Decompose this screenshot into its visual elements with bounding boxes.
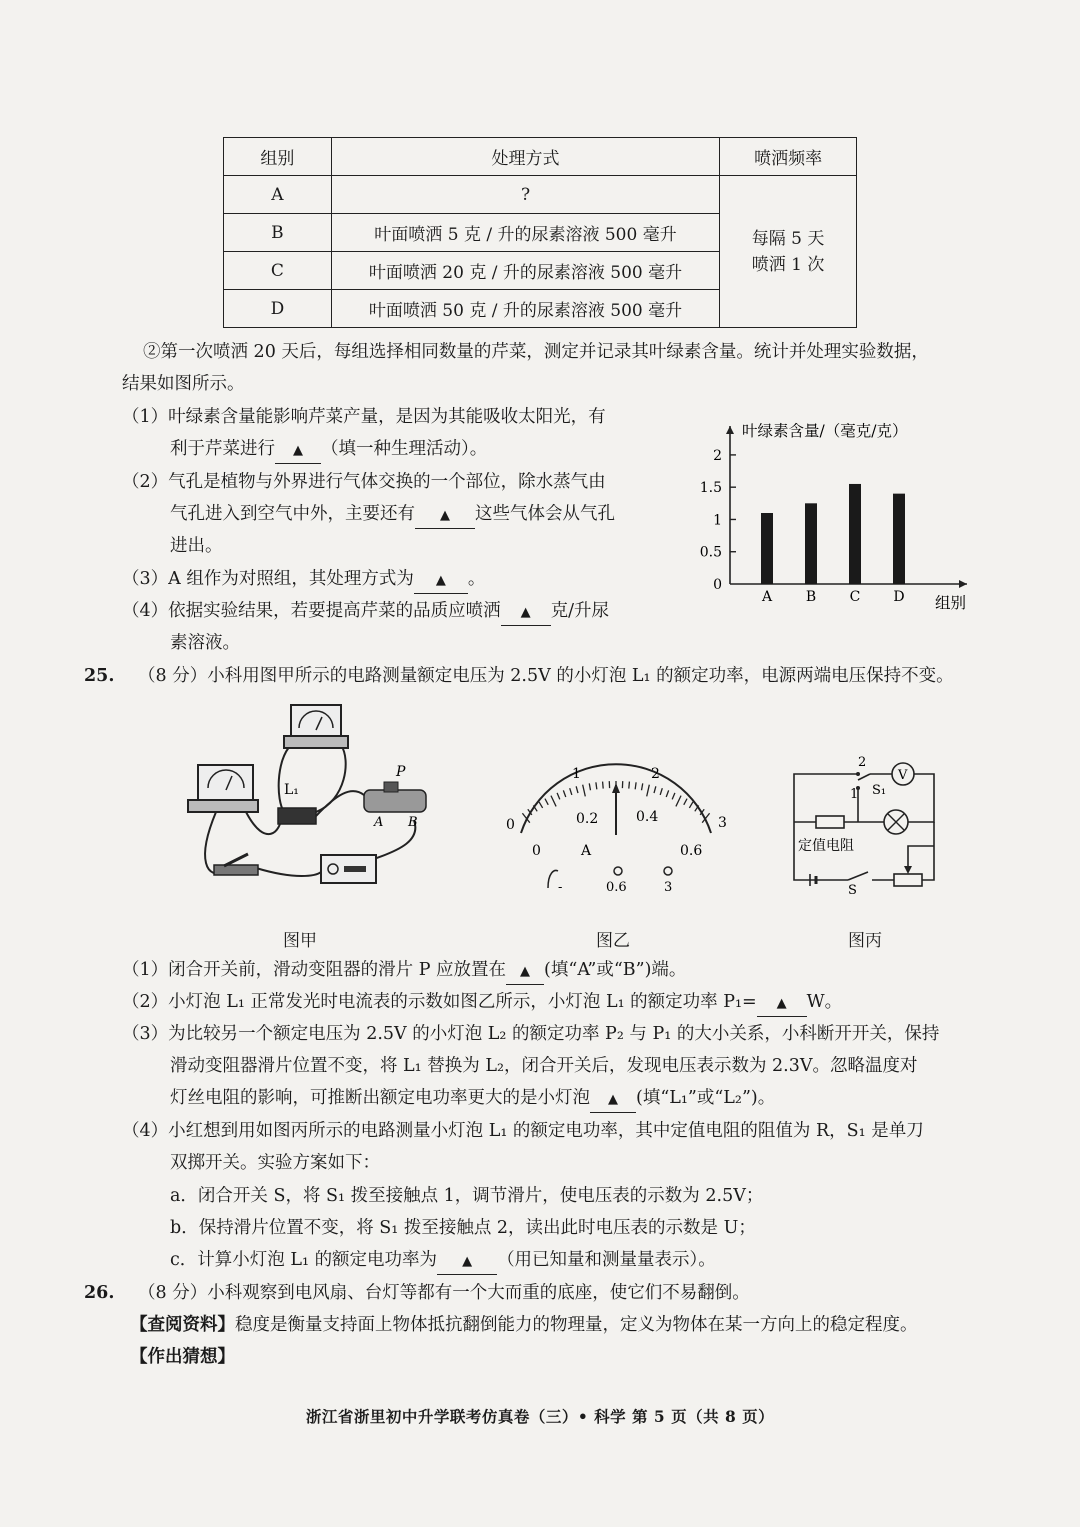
table-row [224,176,857,214]
q25-part3-text: 灯丝电阻的影响，可推断出额定电功率更大的是小灯泡 [170,1088,590,1108]
q24-part3-text: （3）A 组作为对照组，其处理方式为 [122,569,414,589]
terminal-minus [548,871,558,888]
dial-tick [666,790,668,797]
cell-method: 叶面喷洒 5 克 / 升的尿素溶液 500 毫升 [331,214,719,252]
q24-part2-line3: 进出。 [170,536,223,556]
q24-part2-line2 [170,502,615,529]
dial-tick [583,785,586,797]
terminal-3-label: 3 [664,880,673,895]
cell-group: B [224,214,332,252]
figure-yi-caption: 图乙 [596,931,630,951]
dial-tick [642,783,643,790]
x-tick-label: B [805,589,817,605]
dial-tick [676,796,681,807]
terminal-3 [664,867,672,875]
q26-guess-line [130,1345,235,1369]
q25-part3-hint: (填“L₁”或“L₂”)。 [636,1088,776,1108]
triangle-icon: ▲ [293,443,303,458]
q25-step-b: b．保持滑片位置不变，将 S₁ 拨至接触点 2，读出此时电压表的示数是 U； [170,1218,756,1238]
chart-title: 叶绿素含量/（毫克/克） [742,422,908,440]
figure-jia-apparatus [186,700,416,890]
frequency-line1: 每隔 5 天 [751,228,825,249]
experiment-table [223,137,857,328]
terminal-0.6 [614,867,622,875]
figure-bing-caption: 图丙 [848,931,882,951]
cell-method: 叶面喷洒 50 克 / 升的尿素溶液 500 毫升 [331,290,719,328]
q25-part4-line2: 双掷开关。实验方案如下： [170,1153,380,1173]
q24-part1-text: 利于芹菜进行 [170,439,275,459]
q24-step2-line1: ②第一次喷洒 20 天后，每组选择相同数量的芹菜，测定并记录其叶绿素含量。统计并处理实验数据， [143,342,929,362]
header-group: 组别 [224,138,332,176]
bar-D [893,494,905,584]
x-tick-label: D [893,589,905,605]
unit-label: A [581,843,592,859]
voltmeter-label: V [898,768,908,783]
q25-part2-text: （2）小灯泡 L₁ 正常发光时电流表的示数如图乙所示，小灯泡 L₁ 的额定功率 P₁= [122,992,757,1012]
cell-group: C [224,252,332,290]
header-method: 处理方式 [331,138,719,176]
wire [922,822,934,880]
needle-tip-icon [612,783,620,793]
rheostat-symbol [894,874,922,886]
figure-yi-ammeter [496,763,736,893]
page-footer: 浙江省浙里初中升学联考仿真卷（三）• 科学 第 5 页（共 8 页） [305,1407,775,1426]
wire [794,774,858,880]
switch-s-symbol [848,872,868,880]
y-tick-label: 1.5 [699,480,722,497]
lamp-label: L₁ [284,782,299,798]
answer-blank[interactable] [437,1248,497,1275]
dial-tick [684,799,687,805]
cell-group: D [224,290,332,328]
triangle-icon: ▲ [776,996,787,1011]
dial-tick [539,802,543,808]
y-tick-label: 0 [713,577,722,593]
wire [316,745,346,812]
triangle-icon: ▲ [435,573,446,588]
dial-tick [629,782,630,789]
lower-scale-0.6: 0.6 [680,843,703,859]
q24-part4-text2: 克/升尿 [550,601,610,621]
q24-part1-line1: （1）叶绿素含量能影响芹菜产量，是因为其能吸收太阳光，有 [122,407,606,427]
q25-part4-line1: （4）小红想到用如图丙所示的电路测量小灯泡 L₁ 的额定电功率，其中定值电阻的阻值为 R，S₁ 是单刀 [122,1121,924,1141]
q25-part2-line [122,990,842,1017]
contact-2 [856,772,860,776]
dial-tick [603,782,604,789]
dial-tick [635,782,636,789]
q24-part4-line1 [122,599,609,626]
q25-step-a: a．闭合开关 S，将 S₁ 拨至接触点 1，调节滑片，使电压表的示数为 2.5V； [170,1186,764,1206]
q25-intro: （8 分）小科用图甲所示的电路测量额定电压为 2.5V 的小灯泡 L₁ 的额定功率，电源两端电压保持不变。 [138,666,954,686]
wire [256,868,321,876]
cell-method: ? [331,176,719,214]
q24-part1-hint: （填一种生理活动）。 [321,439,488,459]
terminal-a-label: A [374,815,384,830]
chart-xlabel: 组别 [935,594,967,612]
power-supply-device [321,855,376,883]
lower-scale-0: 0 [532,843,541,859]
lamp-l1 [278,782,316,824]
header-frequency: 喷洒频率 [720,138,857,176]
cell-method: 叶面喷洒 20 克 / 升的尿素溶液 500 毫升 [331,252,719,290]
answer-blank[interactable] [590,1086,636,1113]
terminal-minus-label: - [558,880,563,895]
q25-part1-text: （1）闭合开关前，滑动变阻器的滑片 P 应放置在 [122,960,507,980]
resistor-label: 定值电阻 [798,838,854,854]
dial-tick [557,793,560,799]
dial-tick [545,799,548,805]
wire [316,791,364,816]
rheostat-device [364,764,426,830]
figure-bing-circuit [788,755,948,898]
q25-step-c [170,1248,716,1275]
section-label: 【作出猜想】 [130,1347,235,1367]
dial-tick [551,796,556,807]
q24-part1-line2 [170,437,487,464]
dial-tick [660,788,662,795]
q25-step-c-hint: （用已知量和测量量表示）。 [497,1250,716,1270]
q24-part4-line2: 素溶液。 [170,633,240,653]
upper-scale-1: 1 [572,766,581,782]
q26-reference-text: 稳度是衡量支持面上物体抵抗翻倒能力的物理量，定义为物体在某一方向上的稳定程度。 [235,1315,918,1335]
dial-tick [654,786,656,793]
wire [908,846,934,854]
cell-group: A [224,176,332,214]
bar-C [849,484,861,584]
q24-part3-end: 。 [467,569,486,589]
dial-tick [570,788,572,795]
triangle-icon: ▲ [608,1092,618,1107]
upper-scale-3: 3 [718,815,727,831]
triangle-icon: ▲ [520,605,531,620]
ammeter-device [188,765,258,812]
resistor-symbol [816,816,844,828]
chlorophyll-bar-chart [695,408,985,618]
q24-part3-line [122,567,485,594]
table-header-row [224,138,857,176]
s1-label: S₁ [872,783,887,798]
y-tick-label: 0.5 [699,544,722,561]
x-axis-arrow-icon [959,580,967,588]
answer-blank[interactable] [501,599,551,626]
section-label: 【查阅资料】 [130,1315,235,1335]
upper-scale-0: 0 [506,817,515,833]
q26-intro: （8 分）小科观察到电风扇、台灯等都有一个大而重的底座，使它们不易翻倒。 [138,1283,750,1303]
upper-scale-2: 2 [651,766,660,782]
voltmeter-device [284,705,348,748]
y-axis-arrow-icon [726,426,734,434]
answer-blank[interactable] [757,990,807,1017]
dial-tick [647,785,650,797]
frequency-line2: 喷洒 1 次 [751,254,825,275]
terminal-b-label: B [408,815,418,830]
q25-part3-line2: 滑动变阻器滑片位置不变，将 L₁ 替换为 L₂，闭合开关后，发现电压表示数为 2.3V。忽略温度对 [170,1056,918,1076]
y-tick-label: 2 [713,447,722,464]
q24-part2-text: 气孔进入到空气中外，主要还有 [170,504,415,524]
answer-blank[interactable] [275,437,321,464]
y-tick-label: 1 [713,512,722,529]
q24-part2-line1: （2）气孔是植物与外界进行气体交换的一个部位，除水蒸气由 [122,472,606,492]
wire [279,745,291,812]
q25-part1-line [122,958,686,985]
chart-bars [761,484,905,605]
answer-blank[interactable] [506,958,544,985]
q25-step-c-text: c．计算小灯泡 L₁ 的额定电功率为 [170,1250,438,1270]
q25-intro-line [84,664,954,688]
question-number: 25. [84,666,115,686]
s1-blade [858,774,870,780]
cell-frequency [720,176,857,328]
q24-part2-text2: 这些气体会从气孔 [475,504,615,524]
dial-tick [589,783,590,790]
q25-part2-unit: W。 [806,992,843,1012]
wire [246,812,281,834]
x-tick-label: A [761,589,773,605]
dial-tick [563,790,565,797]
slider-p-label: P [396,764,406,780]
triangle-icon: ▲ [462,1254,473,1269]
contact-2-label: 2 [858,755,867,770]
q25-part3-line3 [170,1086,775,1113]
dial-tick [576,786,578,793]
x-tick-label: C [849,589,861,605]
lower-scale-0.4: 0.4 [636,809,659,825]
dial-tick [672,793,675,799]
q26-reference-line [130,1313,918,1337]
q24-step2-line2: 结果如图所示。 [122,374,245,394]
slider-arrow-icon [904,866,912,874]
q26-intro-line [84,1281,750,1305]
terminal-0.6-label: 0.6 [606,880,627,895]
q25-part1-hint: (填“A”或“B”)端。 [544,960,687,980]
switch-device [214,854,258,875]
answer-blank[interactable] [414,567,468,594]
bar-A [761,513,773,584]
triangle-icon: ▲ [520,964,531,979]
chart-axes [700,426,967,593]
switch-s-label: S [848,883,857,898]
question-number: 26. [84,1283,115,1303]
q24-part4-text: （4）依据实验结果，若要提高芹菜的品质应喷洒 [122,601,501,621]
figure-jia-caption: 图甲 [283,931,317,951]
lower-scale-0.2: 0.2 [576,811,599,827]
dial-tick [596,782,597,789]
triangle-icon: ▲ [440,508,450,523]
q25-part3-line1: （3）为比较另一个额定电压为 2.5V 的小灯泡 L₂ 的额定功率 P₂ 与 P₁ 的大小关系，小科断开开关，保持 [122,1024,940,1044]
contact-1-label: 1 [850,787,859,802]
dial-tick [689,802,693,808]
bar-B [805,503,817,584]
answer-blank[interactable] [415,502,475,529]
